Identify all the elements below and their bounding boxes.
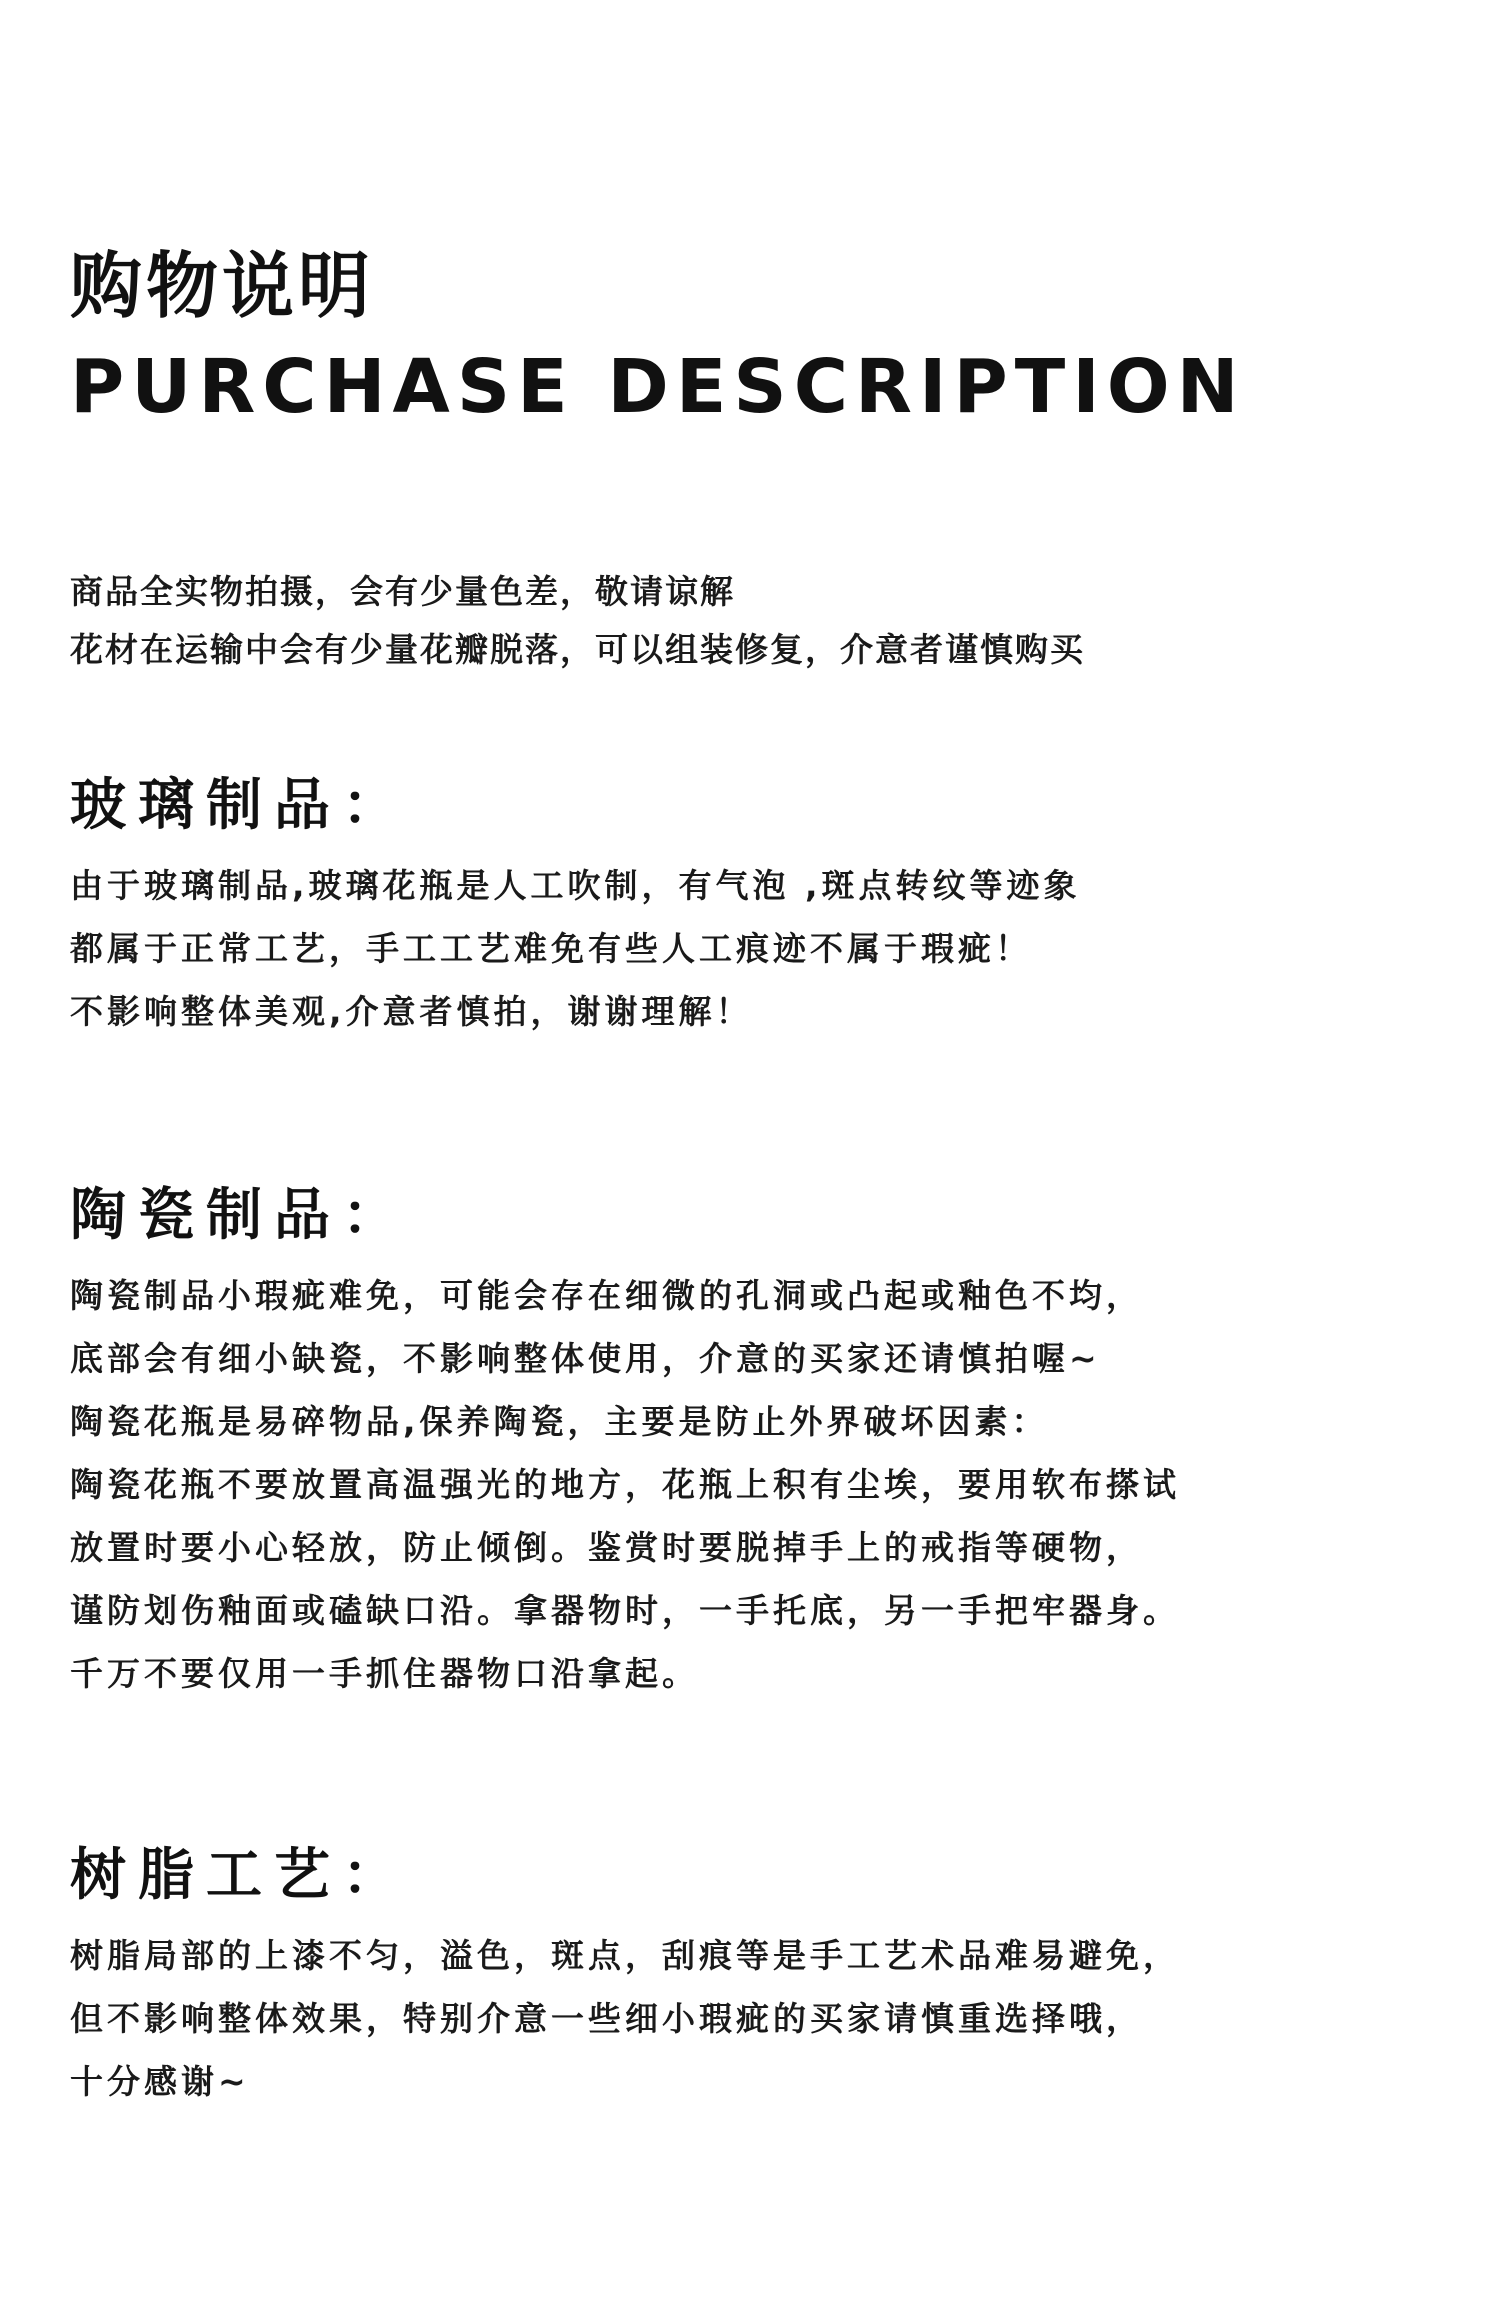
section-line: 都属于正常工艺，手工工艺难免有些人工痕迹不属于瑕疵！ [70,929,1032,968]
section-line: 但不影响整体效果，特别介意一些细小瑕疵的买家请慎重选择哦， [70,1999,1143,2038]
section-line: 放置时要小心轻放，防止倾倒。鉴赏时要脱掉手上的戒指等硬物， [70,1528,1143,1567]
section-resin-crafts [70,1843,1180,2113]
section-body-ceramic [70,1264,1180,1705]
section-heading-glass: 玻璃制品： [70,773,410,838]
intro-notes [70,563,1085,679]
section-line: 不影响整体美观,介意者慎拍，谢谢理解！ [70,992,753,1031]
intro-line: 商品全实物拍摄，会有少量色差，敬请谅解 [70,572,735,611]
section-line: 谨防划伤釉面或磕缺口沿。拿器物时，一手托底，另一手把牢器身。 [70,1591,1180,1630]
section-heading-resin: 树脂工艺： [70,1843,410,1908]
page-title-cn: 购物说明 [70,244,375,328]
section-line: 陶瓷制品小瑕疵难免，可能会存在细微的孔洞或凸起或釉色不均， [70,1276,1143,1315]
intro-line: 花材在运输中会有少量花瓣脱落，可以组装修复，介意者谨慎购买 [70,630,1085,669]
section-glass-products [70,773,1081,1043]
page-title-en: PURCHASE DESCRIPTION [70,344,1246,430]
section-line: 陶瓷花瓶是易碎物品,保养陶瓷，主要是防止外界破坏因素： [70,1402,1049,1441]
section-ceramic-products [70,1183,1180,1705]
section-heading-ceramic: 陶瓷制品： [70,1183,410,1248]
section-line: 由于玻璃制品,玻璃花瓶是人工吹制，有气泡 ,斑点转纹等迹象 [70,866,1081,905]
section-line: 树脂局部的上漆不匀，溢色，斑点，刮痕等是手工艺术品难易避免， [70,1936,1180,1975]
section-line: 底部会有细小缺瓷，不影响整体使用，介意的买家还请慎拍喔~ [70,1339,1101,1378]
section-body-glass [70,854,1081,1043]
section-body-resin [70,1924,1180,2113]
section-line: 陶瓷花瓶不要放置高温强光的地方，花瓶上积有尘埃，要用软布搽试 [70,1465,1180,1504]
section-line: 千万不要仅用一手抓住器物口沿拿起。 [70,1654,699,1693]
section-line: 十分感谢~ [70,2062,250,2101]
